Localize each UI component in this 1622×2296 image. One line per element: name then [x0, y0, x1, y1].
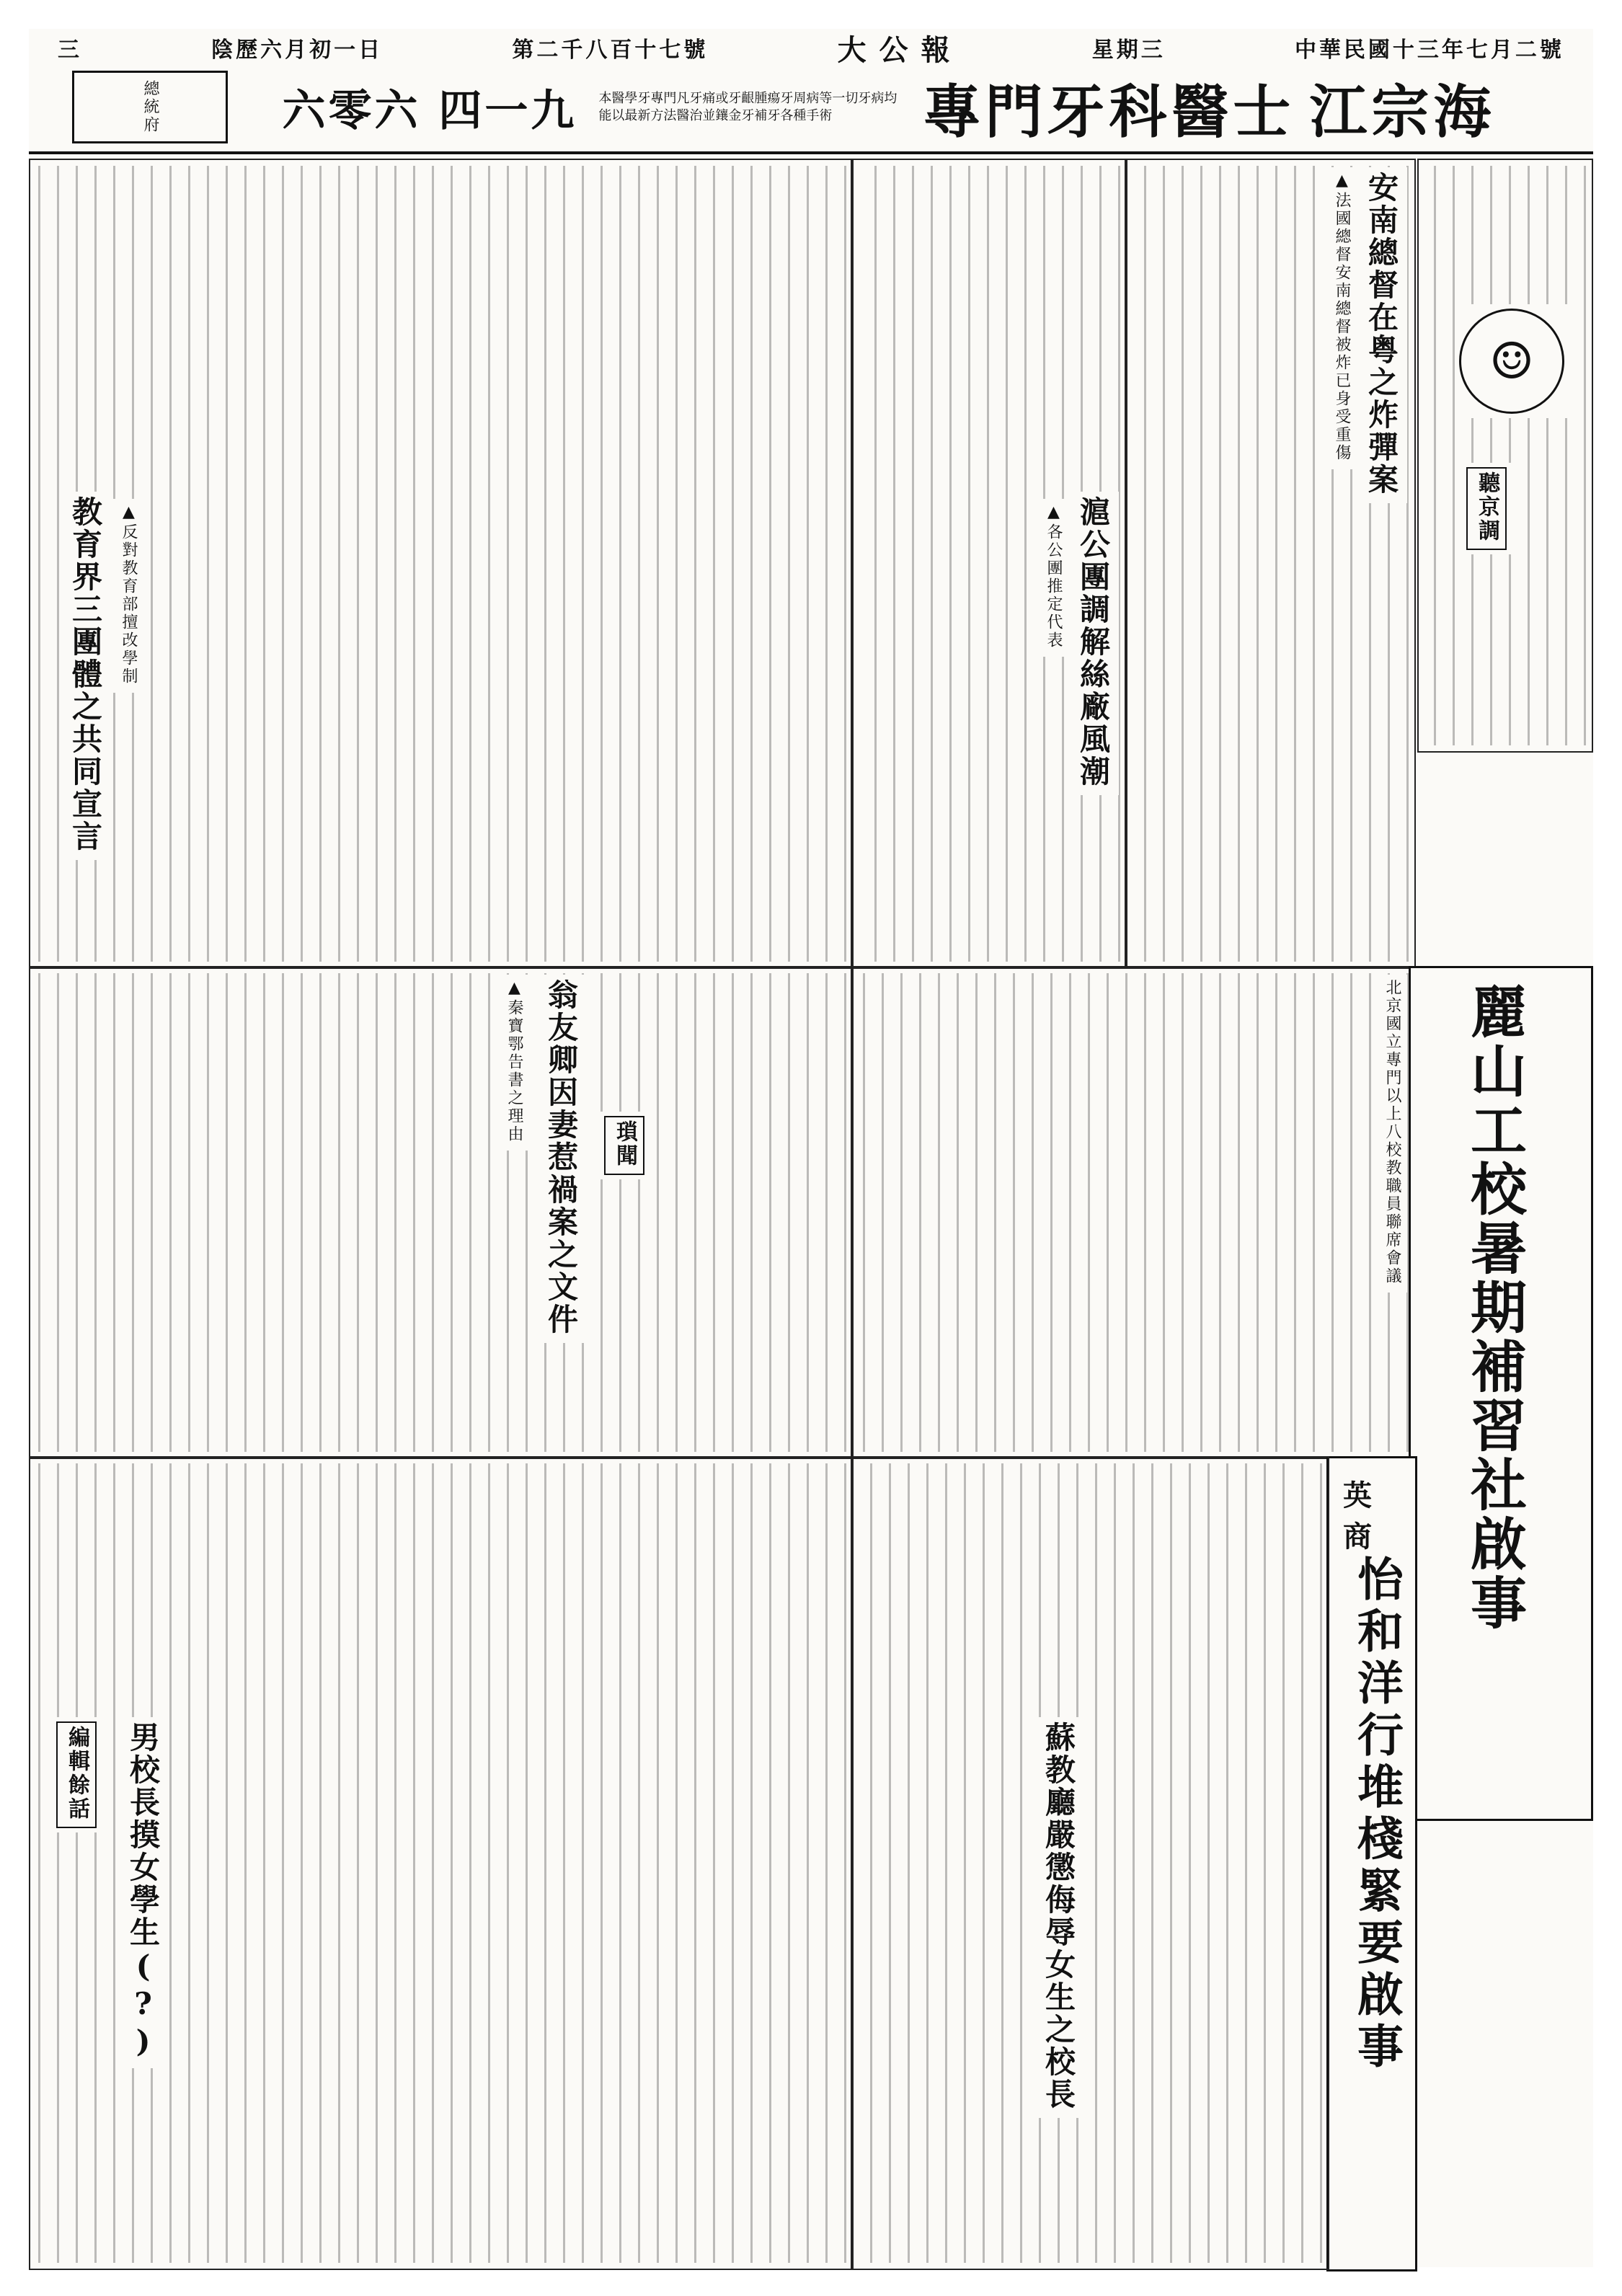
date-line: 中華民國十三年七月二號: [1294, 37, 1564, 63]
sidebar-wrap: [600, 1112, 649, 1179]
article-annam-bomb: [1125, 159, 1416, 969]
headline-wrap: [535, 975, 587, 1343]
trade-ad: [1326, 1456, 1417, 2271]
phone-number: 六零六 四一九: [282, 85, 577, 136]
headline-wrap: [59, 492, 111, 860]
masthead: [29, 29, 1593, 154]
banner-notes: 本醫學牙專門凡牙痛或牙齦腫瘍牙周病等一切牙病均能以最新方法醫治並鑲金牙補牙各種手術: [598, 90, 898, 123]
banner-main: [228, 66, 1550, 149]
headline-wrap: [1377, 975, 1407, 1293]
article-body-text: [36, 166, 846, 962]
article-education-statement: [29, 159, 854, 969]
dentist-specialty: 專門牙科醫士: [923, 78, 1295, 146]
headline: 北京國立專門以上八校教職員聯席會議: [1383, 979, 1401, 1285]
headline-wrap: [1067, 492, 1119, 795]
editorial-label: 編輯餘話: [64, 1726, 89, 1821]
headline-wrap: [1355, 167, 1407, 503]
weekday: 星期三: [1091, 37, 1166, 63]
headline-wrap: [117, 1717, 169, 2068]
subheadline: ▲反對教育部擅改學制: [120, 503, 138, 686]
article-su-education: [851, 1456, 1329, 2270]
article-body-text: [858, 1463, 1322, 2263]
listen-box: 聽京調: [1474, 471, 1499, 543]
school-ad-title: 麗山工校暑期補習社啟事: [1461, 983, 1527, 1633]
newspaper-page: [29, 29, 1593, 2267]
banner-side-label: 總統府: [141, 80, 159, 134]
lunar-date: 陰歷六月初一日: [211, 37, 384, 63]
subheadline: ▲各公團推定代表: [1045, 503, 1063, 650]
masthead-line: [58, 32, 1564, 67]
subheadline: ▲法國總督安南總督被炸已身受重傷: [1333, 172, 1351, 462]
banner-side-box: [72, 71, 228, 143]
trade-mark: 英: [1343, 1479, 1372, 1512]
article-body-text: [36, 973, 846, 1452]
paper-name: 大公報: [837, 32, 963, 67]
article-male-principal: [29, 1456, 854, 2270]
day-number: 三: [58, 37, 82, 63]
headline: 教育界三團體之共同宣言: [68, 496, 103, 853]
cartoon-face-icon: ☺: [1459, 309, 1564, 414]
article-body-text: [858, 973, 1409, 1452]
listen-ad-text: [1424, 166, 1586, 745]
school-ad: [1409, 966, 1593, 1821]
subheadline-wrap: [1038, 499, 1068, 657]
editorial-wrap: [52, 1717, 101, 1832]
headline: 蘇教廳嚴懲侮辱女生之校長: [1041, 1721, 1076, 2111]
subheadline-wrap: [1326, 167, 1357, 469]
headline: 翁友卿因妻惹禍案之文件: [544, 979, 579, 1336]
trade-label: 商: [1343, 1520, 1372, 1553]
subheadline: ▲秦寶鄂告書之理由: [505, 979, 523, 1143]
listen-ad-block: [1417, 159, 1593, 753]
sidebar-label: 瑣聞: [612, 1120, 637, 1168]
headline: 安南總督在粤之炸彈案: [1364, 172, 1399, 496]
subheadline-wrap: [499, 975, 529, 1151]
trade-name: 怡和洋行堆棧緊要啟事: [1350, 1555, 1404, 2074]
article-beijing-schools: [851, 966, 1416, 1459]
headline-wrap: [1032, 1717, 1084, 2118]
dentist-name: 江宗海: [1309, 78, 1496, 146]
headline: 滬公團調解絲廠風潮: [1076, 496, 1111, 788]
headline: 男校長摸女學生(?): [125, 1721, 161, 2061]
listen-box-wrap: [1462, 463, 1511, 554]
figure-wrap: [1455, 304, 1569, 418]
article-weng-case: [29, 966, 854, 1459]
subheadline-wrap: [113, 499, 143, 693]
article-columns: [29, 159, 1593, 2267]
dentist-banner: [72, 69, 1550, 145]
article-silk-strike: [851, 159, 1127, 969]
issue-number: 第二千八百十七號: [512, 37, 709, 63]
